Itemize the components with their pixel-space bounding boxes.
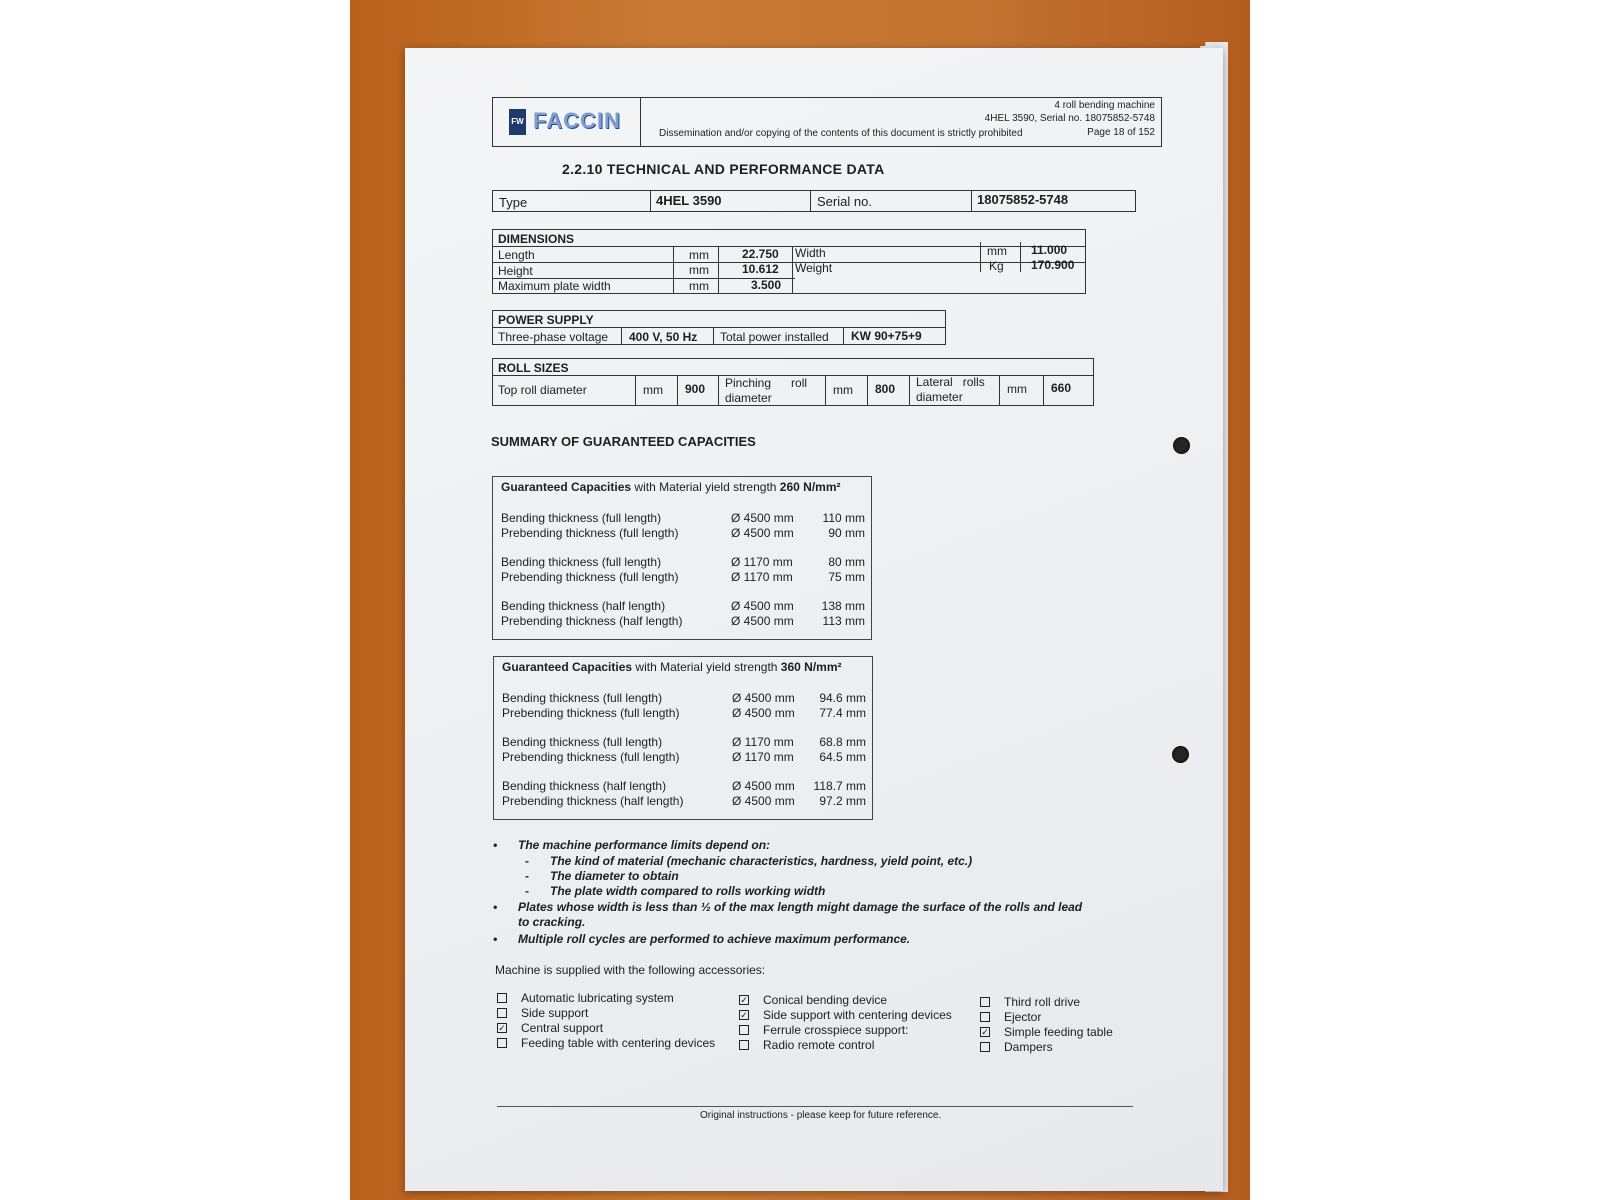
accessory-item [739,1008,952,1022]
power-title: POWER SUPPLY [498,313,594,327]
plate-width-label: Maximum plate width [498,279,611,293]
accessory-item [739,1023,908,1037]
document-page [405,48,1223,1191]
punch-hole [1172,746,1189,763]
note-bullet: • [493,932,498,946]
height-value: 10.612 [742,262,779,276]
height-unit: mm [689,263,709,277]
capacity-label: Prebending thickness (full length) [502,706,680,720]
checked-box-icon: ✓ [740,1009,748,1020]
weight-value: 170.900 [1031,258,1075,272]
capacity-value: 64.5 mm [819,750,866,764]
accessory-item [980,1025,1113,1039]
width-value: 11.000 [1031,243,1068,257]
accessory-label: Central support [521,1021,604,1035]
accessory-label: Radio remote control [763,1038,875,1052]
capacity-label: Bending thickness (half length) [502,779,667,793]
capacity-label: Bending thickness (full length) [502,735,663,749]
capacity-value: 118.7 mm [813,779,866,793]
capacity-value: 80 mm [828,555,865,569]
weight-label: Weight [795,261,833,275]
accessory-item [497,991,674,1005]
capacities-260-table [492,476,872,640]
capacity-diameter: Ø 4500 mm [732,779,795,793]
lateral-rolls-label: Lateral rolls [916,375,985,389]
capacity-diameter: Ø 4500 mm [732,691,795,705]
summary-title: SUMMARY OF GUARANTEED CAPACITIES [491,434,756,449]
checked-box-icon: ✓ [981,1026,989,1037]
top-roll-unit: mm [643,383,663,397]
capacity-label: Prebending thickness (full length) [501,570,679,584]
capacity-diameter: Ø 4500 mm [731,511,794,525]
accessories-intro: Machine is supplied with the following accessories: [495,963,766,977]
pinching-roll-unit: mm [833,383,853,397]
accessory-item [980,1040,1053,1054]
accessory-item [980,995,1080,1009]
capacity-diameter: Ø 4500 mm [732,794,795,808]
pinching-roll-label-2: diameter [725,391,772,405]
capacity-value: 94.6 mm [819,691,866,705]
note-dash: - [525,854,529,868]
capacity-diameter: Ø 4500 mm [731,526,794,540]
dimensions-table [492,229,1086,294]
unchecked-box-icon [497,1038,507,1048]
capacity-label: Prebending thickness (half length) [502,794,684,808]
header-serial: 4HEL 3590, Serial no. 18075852-5748 [984,113,1155,124]
accessory-label: Conical bending device [763,993,888,1007]
unchecked-box-icon [739,1025,749,1035]
capacity-label: Bending thickness (full length) [501,511,662,525]
type-value: 4HEL 3590 [656,193,722,208]
capacity-label: Prebending thickness (full length) [501,526,679,540]
capacity-diameter: Ø 1170 mm [732,735,794,749]
capacities-260-title: Guaranteed Capacities with Material yield strength 260 N/mm² [501,480,841,494]
power-supply-table [492,310,946,345]
plate-width-unit: mm [689,279,709,293]
note-roll-cycles: Multiple roll cycles are performed to achieve maximum performance. [518,932,911,946]
unchecked-box-icon [497,993,507,1003]
header-page: Page 18 of 152 [1087,127,1155,138]
length-value: 22.750 [742,247,779,261]
capacity-diameter: Ø 4500 mm [732,706,795,720]
footer-text: Original instructions - please keep for future reference. [700,1110,942,1121]
accessory-item [497,1036,715,1050]
pinching-roll-value: 800 [875,382,896,396]
capacity-label: Bending thickness (full length) [501,555,662,569]
capacity-diameter: Ø 4500 mm [731,599,794,613]
capacity-diameter: Ø 4500 mm [731,614,794,628]
note-bullet: • [493,838,498,852]
note-plates-warning: Plates whose width is less than ½ of the max length might damage the surface of the rolls and lead [518,900,1083,914]
voltage-label: Three-phase voltage [498,330,609,344]
unchecked-box-icon [497,1008,507,1018]
capacity-value: 77.4 mm [819,706,866,720]
type-label: Type [499,195,528,210]
unchecked-box-icon [739,1040,749,1050]
note-dash: - [525,884,529,898]
pinching-roll-label: Pinching roll [725,376,808,390]
header-notice: Dissemination and/or copying of the contents of this document is strictly prohibited [659,128,1023,139]
note-plate-width: The plate width compared to rolls working width [550,884,826,898]
header-machine: 4 roll bending machine [1054,100,1155,111]
accessory-item [739,993,887,1007]
capacity-diameter: Ø 1170 mm [732,750,794,764]
lateral-rolls-label-2: diameter [916,390,963,404]
capacity-label: Prebending thickness (half length) [501,614,683,628]
note-performance-limits: The machine performance limits depend on: [518,838,771,852]
accessory-label: Automatic lubricating system [521,991,674,1005]
capacity-value: 97.2 mm [819,794,866,808]
company-logo [493,98,641,146]
width-label: Width [795,246,826,260]
type-table [492,190,1136,212]
section-title: 2.2.10 TECHNICAL AND PERFORMANCE DATA [562,161,885,177]
accessory-item [497,1006,588,1020]
accessory-label: Side support with centering devices [763,1008,952,1022]
punch-hole [1173,437,1190,454]
total-power-label: Total power installed [720,330,829,344]
top-roll-label: Top roll diameter [498,383,587,397]
accessory-label: Ferrule crosspiece support: [763,1023,909,1037]
logo-text: FACCIN [533,108,621,133]
unchecked-box-icon [980,1042,990,1052]
accessory-label: Side support [521,1006,589,1020]
accessory-item [739,1038,874,1052]
footer-rule [497,1106,1133,1107]
accessory-label: Dampers [1004,1040,1053,1054]
capacity-value: 75 mm [828,570,865,584]
top-roll-value: 900 [685,382,706,396]
total-power-value: KW 90+75+9 [851,329,922,343]
note-material: The kind of material (mechanic characteristics, hardness, yield point, etc.) [550,854,973,868]
plate-width-value: 3.500 [751,278,782,292]
capacities-360-title: Guaranteed Capacities with Material yield strength 360 N/mm² [502,660,842,674]
capacities-360-table [493,656,873,820]
capacity-label: Bending thickness (half length) [501,599,666,613]
capacity-value: 113 mm [822,614,865,628]
width-unit: mm [987,244,1007,258]
accessory-label: Simple feeding table [1004,1025,1113,1039]
lateral-rolls-value: 660 [1051,381,1072,395]
capacity-diameter: Ø 1170 mm [731,570,793,584]
logo-mark: FW [509,109,526,135]
length-label: Length [498,248,535,262]
capacity-value: 68.8 mm [819,735,866,749]
serial-value: 18075852-5748 [977,192,1069,207]
capacity-value: 90 mm [828,526,865,540]
note-bullet: • [493,900,498,914]
voltage-value: 400 V, 50 Hz [629,330,698,344]
height-label: Height [498,264,533,278]
capacity-value: 138 mm [821,599,865,613]
note-plates-warning-2: to cracking. [518,915,586,929]
serial-label: Serial no. [817,194,872,209]
accessory-label: Third roll drive [1004,995,1081,1009]
unchecked-box-icon [980,1012,990,1022]
weight-unit: Kg [989,259,1004,273]
accessory-item [497,1021,603,1035]
capacity-value: 110 mm [822,511,865,525]
capacity-diameter: Ø 1170 mm [731,555,793,569]
capacity-label: Prebending thickness (full length) [502,750,680,764]
accessory-label: Feeding table with centering devices [521,1036,716,1050]
length-unit: mm [689,248,709,262]
capacity-label: Bending thickness (full length) [502,691,663,705]
document-header [492,97,1162,147]
checked-box-icon: ✓ [740,994,748,1005]
note-diameter: The diameter to obtain [550,869,679,883]
accessory-item [980,1010,1041,1024]
lateral-rolls-unit: mm [1007,382,1027,396]
unchecked-box-icon [980,997,990,1007]
checked-box-icon: ✓ [498,1022,506,1033]
note-dash: - [525,869,529,883]
dimensions-title: DIMENSIONS [498,232,575,246]
roll-sizes-table [492,358,1094,406]
accessory-label: Ejector [1004,1010,1042,1024]
roll-sizes-title: ROLL SIZES [498,361,569,375]
